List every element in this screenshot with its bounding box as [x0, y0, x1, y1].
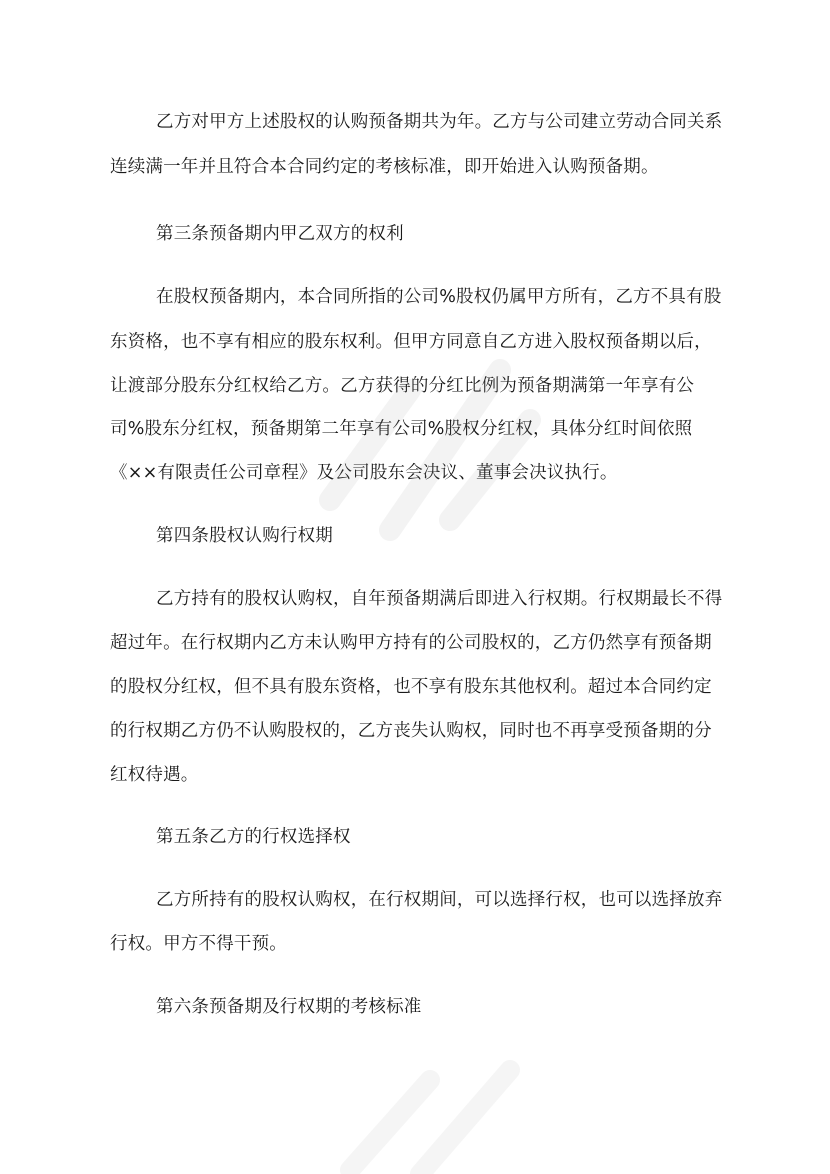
- section-heading-3: 第三条预备期内甲乙双方的权利: [156, 224, 404, 244]
- section-heading-6: 第六条预备期及行权期的考核标准: [156, 997, 422, 1017]
- para-2-line-4: 司%股东分红权，预备期第二年享有公司%股权分红权，具体分红时间依照: [110, 419, 693, 439]
- para-3-line-4: 的行权期乙方仍不认购股权的，乙方丧失认购权，同时也不再享受预备期的分: [110, 721, 712, 741]
- para-3-line-3: 的股权分红权，但不具有股东资格，也不享有股东其他权利。超过本合同约定: [110, 677, 712, 697]
- para-3-line-5: 红权待遇。: [110, 765, 199, 785]
- para-2-line-3: 让渡部分股东分红权给乙方。乙方获得的分红比例为预备期满第一年享有公: [110, 376, 695, 396]
- para-2-line-2: 东资格，也不享有相应的股东权利。但甲方同意自乙方进入股权预备期以后，: [110, 332, 712, 352]
- section-heading-4: 第四条股权认购行权期: [156, 526, 333, 546]
- para-3-line-2: 超过年。在行权期内乙方未认购甲方持有的公司股权的，乙方仍然享有预备期: [110, 633, 712, 653]
- para-2-line-1: 在股权预备期内，本合同所指的公司%股权仍属甲方所有，乙方不具有股: [156, 287, 722, 307]
- section-heading-5: 第五条乙方的行权选择权: [156, 827, 351, 847]
- para-3-line-1: 乙方持有的股权认购权，自年预备期满后即进入行权期。行权期最长不得: [156, 589, 723, 609]
- para-1-line-2: 连续满一年并且符合本合同约定的考核标准，即开始进入认购预备期。: [110, 157, 659, 177]
- para-1-line-1: 乙方对甲方上述股权的认购预备期共为年。乙方与公司建立劳动合同关系: [156, 112, 723, 132]
- para-2-line-5: 《××有限责任公司章程》及公司股东会决议、董事会决议执行。: [110, 463, 618, 483]
- para-4-line-2: 行权。甲方不得干预。: [110, 934, 287, 954]
- para-4-line-1: 乙方所持有的股权认购权，在行权期间，可以选择行权，也可以选择放弃: [156, 890, 723, 910]
- watermark-graphic-bottom: [330, 1040, 570, 1174]
